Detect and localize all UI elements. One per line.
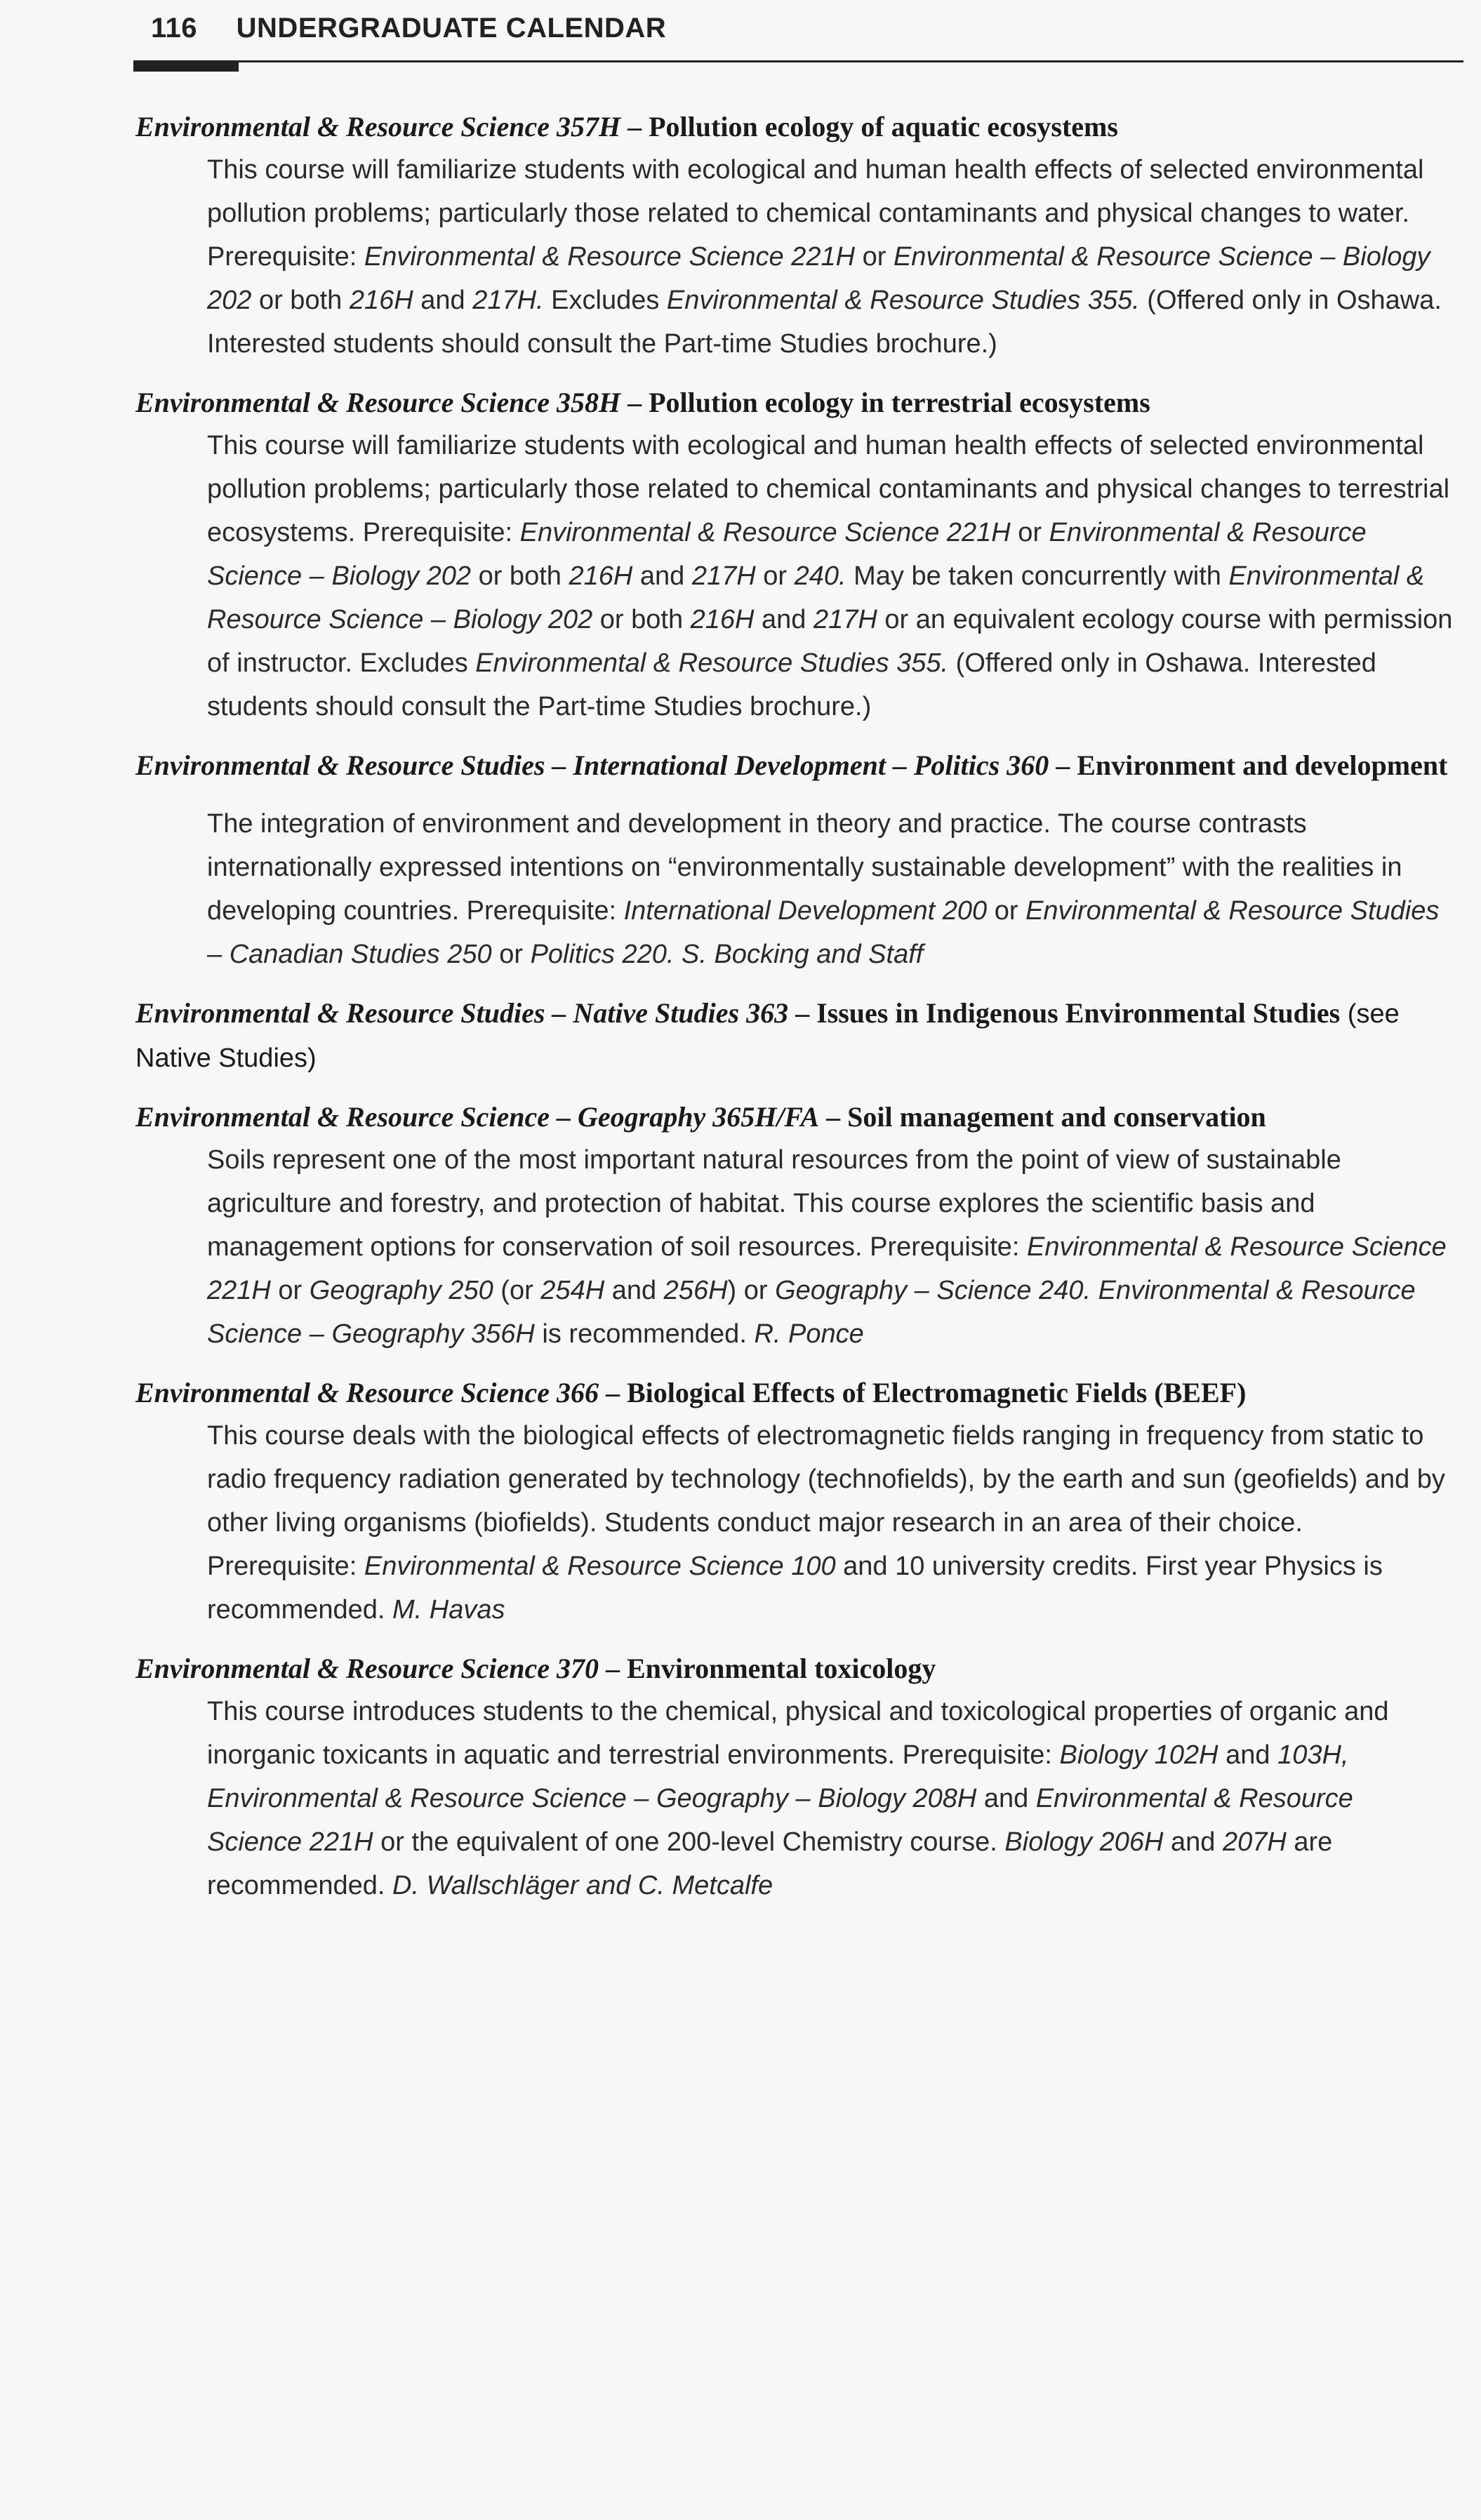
course-code: Environmental & Resource Science 357H [135, 111, 621, 142]
description-text: or both [471, 561, 569, 591]
course-topic: – Biological Effects of Electromagnetic Fields (BEEF) [599, 1377, 1247, 1408]
description-text: and [1163, 1827, 1223, 1857]
description-text: or [855, 242, 894, 272]
course-reference: International Development 200 [623, 896, 988, 926]
course-topic: – Issues in Indigenous Environmental Studies [788, 997, 1341, 1029]
description-text: or [270, 1276, 310, 1305]
course-title [135, 1095, 1455, 1138]
course-entry [135, 1095, 1455, 1356]
course-topic: – Pollution ecology of aquatic ecosystems [620, 111, 1118, 142]
running-head [151, 13, 666, 44]
course-title [135, 105, 1455, 148]
course-code: Environmental & Resource Studies – International Development – Politics 360 [135, 749, 1049, 781]
course-reference: Environmental & Resource Studies – Canadian Studies 250 [207, 896, 1440, 969]
course-reference: 103H, Environmental & Resource Science – Geography – Biology 208H [207, 1740, 1349, 1813]
course-code: Environmental & Resource Studies – Native Studies 363 [135, 997, 789, 1029]
course-code: Environmental & Resource Science 358H [135, 387, 621, 418]
course-listing [135, 105, 1455, 1923]
course-entry [135, 381, 1455, 728]
description-text: ) or [727, 1276, 776, 1305]
course-reference: Biology 102H [1059, 1740, 1218, 1770]
course-reference: 216H [349, 286, 413, 315]
course-title [135, 992, 1455, 1080]
description-text: or [755, 561, 795, 591]
course-description [207, 424, 1455, 728]
description-text: May be taken concurrently with [846, 561, 1229, 591]
course-reference: Environmental & Resource Science – Biology 202 [207, 242, 1430, 315]
description-text: This course will familiarize students with ecological and human health effects of selected environmental pollution problems; particularly those related to chemical contaminants and physical changes to terrestrial ecosystems. Prerequisite: [207, 431, 1450, 547]
description-text: The integration of environment and development in theory and practice. The course contrasts internationally expressed intentions on “environmentally sustainable development” with the realities in developing countries. Prerequisite: [207, 809, 1402, 926]
page-number: 116 [151, 13, 198, 44]
course-reference: 207H [1222, 1827, 1287, 1857]
description-text: and [632, 561, 692, 591]
description-text: and [976, 1784, 1036, 1813]
course-reference: 256H [663, 1276, 728, 1305]
course-reference: Environmental & Resource Science 221H [364, 242, 856, 272]
course-entry [135, 1371, 1455, 1632]
course-reference: D. Wallschläger and C. Metcalfe [392, 1871, 773, 1900]
course-reference: Biology 206H [1004, 1827, 1164, 1857]
course-reference: Environmental & Resource Science – Biology 202 [207, 518, 1367, 591]
course-reference: Environmental & Resource Studies 355. [666, 286, 1140, 315]
course-reference: Environmental & Resource Studies 355. [475, 648, 949, 678]
description-text: or both [251, 286, 350, 315]
description-text: or both [592, 605, 691, 634]
description-text: This course introduces students to the chemical, physical and toxicological properties of organic and inorganic toxicants in aquatic and terrestrial environments. Prerequisite: [207, 1697, 1389, 1770]
description-text: or the equivalent of one 200-level Chemistry course. [373, 1827, 1005, 1857]
course-reference: Environmental & Resource Science 221H [207, 1784, 1353, 1857]
description-text: This course deals with the biological effects of electromagnetic fields ranging in frequency from static to radio frequency radiation generated by technology (technofields), by the earth and sun (geofields) and by other living organisms (biofields). Students conduct major research in an area of their choice. Prerequisite: [207, 1421, 1445, 1581]
description-text: is recommended. [534, 1319, 755, 1349]
course-reference: Geography – Science 240. Environmental & Resource Science – Geography 356H [207, 1276, 1416, 1349]
description-text: (Offered only in Oshawa. Interested students should consult the Part-time Studies brochure.) [207, 286, 1442, 359]
description-text: or [987, 896, 1026, 926]
description-text: or [1010, 518, 1049, 547]
course-reference: Politics 220. S. Bocking and Staff [530, 940, 924, 969]
description-text: and [413, 286, 473, 315]
see-reference: (see Native Studies) [135, 999, 1400, 1073]
course-entry [135, 744, 1455, 976]
course-reference: 217H [691, 561, 756, 591]
course-entry [135, 105, 1455, 366]
course-topic: – Environmental toxicology [599, 1653, 936, 1684]
course-reference: Environmental & Resource Science – Biology 202 [207, 561, 1425, 634]
description-text: or an equivalent ecology course with permission of instructor. Excludes [207, 605, 1453, 678]
course-code: Environmental & Resource Science – Geography 365H/FA [135, 1101, 820, 1133]
description-text: and [1218, 1740, 1278, 1770]
description-text: and [604, 1276, 664, 1305]
course-reference: 217H [813, 605, 877, 634]
course-reference: 240. [794, 561, 846, 591]
course-topic: – Soil management and conservation [819, 1101, 1266, 1133]
course-reference: Environmental & Resource Science 100 [364, 1552, 836, 1581]
course-description [207, 802, 1455, 976]
course-description [207, 148, 1455, 366]
course-description [207, 1414, 1455, 1632]
course-description [207, 1690, 1455, 1907]
description-text: Excludes [543, 286, 667, 315]
course-reference: Environmental & Resource Science 221H [207, 1232, 1447, 1305]
course-topic: – Environment and development [1049, 749, 1448, 781]
description-text: are recommended. [207, 1827, 1333, 1900]
course-reference: 216H [690, 605, 755, 634]
description-text: Soils represent one of the most important natural resources from the point of view of sustainable agriculture and forestry, and protection of habitat. This course explores the scientific basis and management options for conservation of soil resources. Prerequisite: [207, 1145, 1341, 1262]
course-reference: M. Havas [392, 1595, 505, 1625]
course-entry [135, 1647, 1455, 1907]
course-title [135, 381, 1455, 424]
course-reference: 217H. [472, 286, 544, 315]
running-title: UNDERGRADUATE CALENDAR [236, 13, 667, 44]
course-reference: 254H [540, 1276, 605, 1305]
course-title [135, 1647, 1455, 1690]
course-title [135, 744, 1455, 787]
description-text: (Offered only in Oshawa. Interested students should consult the Part-time Studies brochure.) [207, 648, 1376, 721]
description-text: (or [493, 1276, 541, 1305]
course-reference: Geography 250 [309, 1276, 493, 1305]
course-reference: Environmental & Resource Science 221H [519, 518, 1011, 547]
description-text: and [754, 605, 814, 634]
course-entry [135, 992, 1455, 1080]
course-title [135, 1371, 1455, 1414]
header-rule [133, 60, 1463, 62]
course-code: Environmental & Resource Science 366 [135, 1377, 599, 1408]
header-rule-block [133, 60, 239, 72]
course-reference: R. Ponce [754, 1319, 864, 1349]
course-topic: – Pollution ecology in terrestrial ecosystems [620, 387, 1150, 418]
course-reference: 216H [569, 561, 633, 591]
description-text: or [491, 940, 531, 969]
course-description [207, 1138, 1455, 1356]
course-code: Environmental & Resource Science 370 [135, 1653, 599, 1684]
description-text: This course will familiarize students with ecological and human health effects of selected environmental pollution problems; particularly those related to chemical contaminants and physical changes to water. Prerequisite: [207, 155, 1424, 272]
description-text: and 10 university credits. First year Physics is recommended. [207, 1552, 1383, 1625]
